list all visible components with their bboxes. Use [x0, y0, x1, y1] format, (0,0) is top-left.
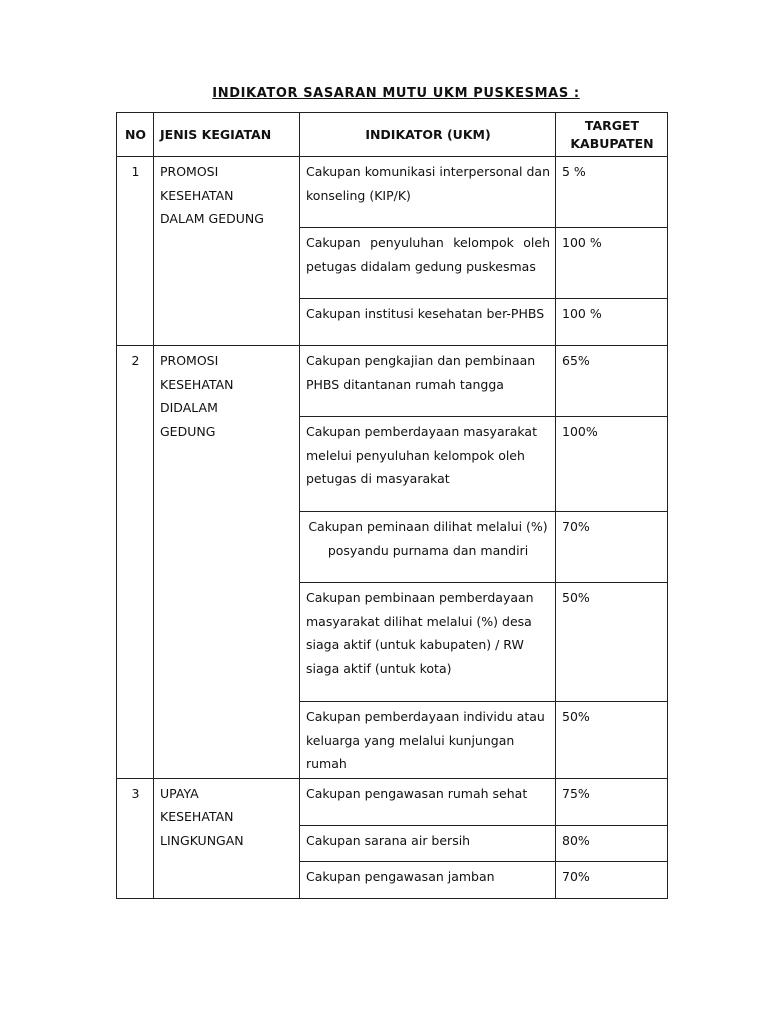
document-title: INDIKATOR SASARAN MUTU UKM PUSKESMAS : — [212, 86, 580, 101]
target-cell: 50% — [556, 583, 668, 702]
target-cell: 75% — [556, 778, 668, 825]
indikator-cell: Cakupan sarana air bersih — [300, 825, 556, 861]
header-target — [556, 113, 668, 157]
header-target-line1: TARGET — [584, 117, 640, 133]
target-cell: 50% — [556, 702, 668, 779]
header-no: NO — [117, 113, 154, 157]
target-cell: 100 % — [556, 299, 668, 346]
group-3-jenis — [154, 778, 300, 898]
indikator-cell: Cakupan pemberdayaan individu atau keluarga yang melalui kunjungan rumah — [300, 702, 556, 779]
indikator-cell: Cakupan pengawasan jamban — [300, 861, 556, 898]
table-row — [117, 346, 668, 417]
group-1-jenis — [154, 157, 300, 346]
target-cell: 100% — [556, 417, 668, 512]
group-2-jenis-line: PROMOSI — [160, 353, 219, 368]
group-3-jenis-line: KESEHATAN — [160, 809, 234, 824]
group-2-jenis-line: KESEHATAN — [160, 376, 234, 392]
group-1-no: 1 — [117, 157, 154, 346]
group-1-jenis-line: DALAM GEDUNG — [160, 211, 264, 226]
target-cell: 70% — [556, 512, 668, 583]
indicator-table — [116, 112, 668, 899]
target-cell: 65% — [556, 346, 668, 417]
target-cell: 70% — [556, 861, 668, 898]
table-row — [117, 778, 668, 825]
indikator-cell: Cakupan komunikasi interpersonal dan konseling (KIP/K) — [300, 157, 556, 228]
group-2-no: 2 — [117, 346, 154, 779]
group-2-jenis-line: GEDUNG — [160, 423, 216, 439]
table-header-row — [117, 113, 668, 157]
indikator-cell: Cakupan pemberdayaan masyarakat melelui penyuluhan kelompok oleh petugas di masyarakat — [300, 417, 556, 512]
table-row — [117, 157, 668, 228]
group-3-no: 3 — [117, 778, 154, 898]
header-indikator: INDIKATOR (UKM) — [300, 113, 556, 157]
indikator-cell: Cakupan peminaan dilihat melalui (%) posyandu purnama dan mandiri — [300, 512, 556, 583]
indikator-cell: Cakupan penyuluhan kelompok oleh petugas didalam gedung puskesmas — [300, 228, 556, 299]
target-cell: 80% — [556, 825, 668, 861]
indikator-cell: Cakupan pembinaan pemberdayaan masyarakat dilihat melalui (%) desa siaga aktif (untuk kabupaten) / RW siaga aktif (untuk kota) — [300, 583, 556, 702]
group-3-jenis-line: LINGKUNGAN — [160, 832, 244, 848]
header-target-line2: KABUPATEN — [570, 135, 654, 151]
target-cell: 5 % — [556, 157, 668, 228]
group-2-jenis-line: DIDALAM — [160, 400, 218, 415]
group-1-jenis-line: PROMOSI — [160, 164, 219, 179]
indikator-cell: Cakupan pengawasan rumah sehat — [300, 778, 556, 825]
group-2-jenis — [154, 346, 300, 779]
header-jenis-kegiatan: JENIS KEGIATAN — [154, 113, 300, 157]
target-cell: 100 % — [556, 228, 668, 299]
indikator-cell: Cakupan institusi kesehatan ber-PHBS — [300, 299, 556, 346]
group-3-jenis-line: UPAYA — [160, 785, 199, 801]
indikator-cell: Cakupan pengkajian dan pembinaan PHBS ditantanan rumah tangga — [300, 346, 556, 417]
group-1-jenis-line: KESEHATAN — [160, 187, 234, 203]
